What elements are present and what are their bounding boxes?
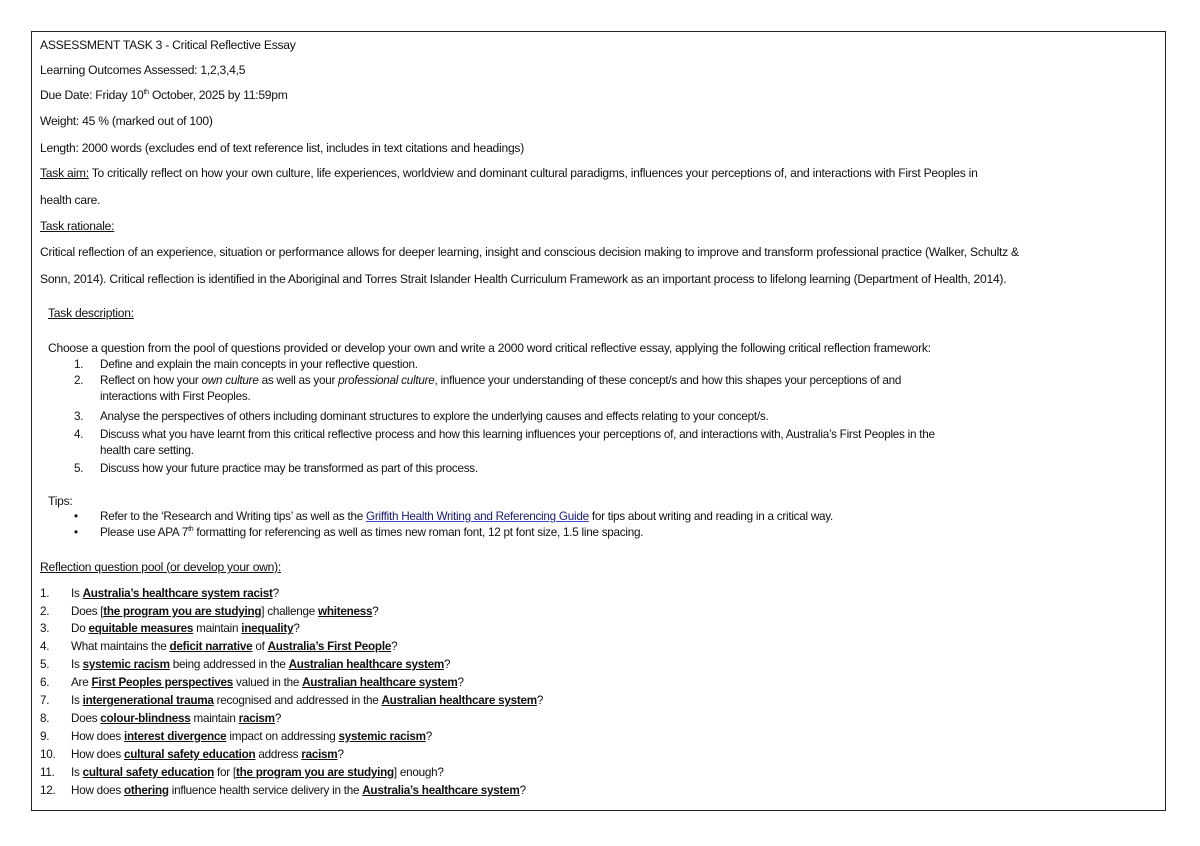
task-description-intro: Choose a question from the pool of questions provided or develop your own and write a 2000 word critical reflective essay, applying the following critical reflection framework: — [48, 341, 931, 355]
question-item: 2. Does [the program you are studying] challenge whiteness? — [40, 605, 379, 618]
step-item: 2. Reflect on how your own culture as well as your professional culture, influence your understanding of these concept/s and how this shapes your perceptions of and — [74, 374, 902, 387]
step-item-continued: interactions with First Peoples. — [100, 390, 251, 403]
tip-item: • Please use APA 7th formatting for referencing as well as times new roman font, 12 pt font size, 1.5 line spacing. — [74, 526, 644, 539]
due-date: Due Date: Friday 10th October, 2025 by 11:59pm — [40, 88, 288, 102]
question-item: 3. Do equitable measures maintain inequality? — [40, 622, 300, 635]
task-aim-continued: health care. — [40, 193, 101, 207]
step-item: 3. Analyse the perspectives of others including dominant structures to explore the underlying causes and effects relating to your concept/s. — [74, 410, 769, 423]
weight: Weight: 45 % (marked out of 100) — [40, 114, 213, 128]
step-item: 1. Define and explain the main concepts in your reflective question. — [74, 358, 418, 371]
task-description-label: Task description: — [48, 306, 134, 320]
question-pool-label: Reflection question pool (or develop your own): — [40, 560, 282, 574]
bullet-icon: • — [74, 510, 78, 523]
step-item: 5. Discuss how your future practice may be transformed as part of this process. — [74, 462, 478, 475]
task-rationale-label: Task rationale: — [40, 219, 115, 233]
question-item: 8. Does colour-blindness maintain racism? — [40, 712, 282, 725]
tip-item: • Refer to the ‘Research and Writing tips’ as well as the Griffith Health Writing and Referencing Guide for tips about writing and reading in a critical way. — [74, 510, 834, 523]
learning-outcomes: Learning Outcomes Assessed: 1,2,3,4,5 — [40, 63, 246, 77]
step-item: 4. Discuss what you have learnt from this critical reflective process and how this learning influences your perceptions of, and interactions with, Australia’s First Peoples in the — [74, 428, 935, 441]
tips-label: Tips: — [48, 494, 73, 508]
rationale-line-1: Critical reflection of an experience, situation or performance allows for deeper learning, insight and conscious decision making to improve and transform professional practice (Walker, Schultz & — [40, 245, 1019, 259]
length: Length: 2000 words (excludes end of text reference list, includes in text citations and headings) — [40, 141, 524, 155]
task-aim: Task aim: To critically reflect on how your own culture, life experiences, worldview and dominant cultural paradigms, influences your perceptions of, and interactions with First Peoples in — [40, 166, 978, 180]
question-item: 6. Are First Peoples perspectives valued in the Australian healthcare system? — [40, 676, 464, 689]
question-item: 10. How does cultural safety education address racism? — [40, 748, 344, 761]
step-item-continued: health care setting. — [100, 444, 194, 457]
question-item: 11. Is cultural safety education for [the program you are studying] enough? — [40, 766, 444, 779]
bullet-icon: • — [74, 526, 78, 539]
question-item: 9. How does interest divergence impact on addressing systemic racism? — [40, 730, 432, 743]
question-item: 5. Is systemic racism being addressed in the Australian healthcare system? — [40, 658, 451, 671]
question-item: 4. What maintains the deficit narrative of Australia’s First People? — [40, 640, 398, 653]
question-item: 7. Is intergenerational trauma recognised and addressed in the Australian healthcare system? — [40, 694, 544, 707]
task-aim-label: Task aim: — [40, 166, 89, 180]
question-item: 12. How does othering influence health service delivery in the Australia’s healthcare system? — [40, 784, 526, 797]
question-item: 1. Is Australia’s healthcare system racist? — [40, 587, 279, 600]
writing-guide-link[interactable]: Griffith Health Writing and Referencing Guide — [365, 510, 589, 523]
rationale-line-2: Sonn, 2014). Critical reflection is identified in the Aboriginal and Torres Strait Islander Health Curriculum Framework as an important process to lifelong learning (Department of Health, 2014). — [40, 272, 1007, 286]
assessment-title: ASSESSMENT TASK 3 - Critical Reflective Essay — [40, 38, 296, 52]
